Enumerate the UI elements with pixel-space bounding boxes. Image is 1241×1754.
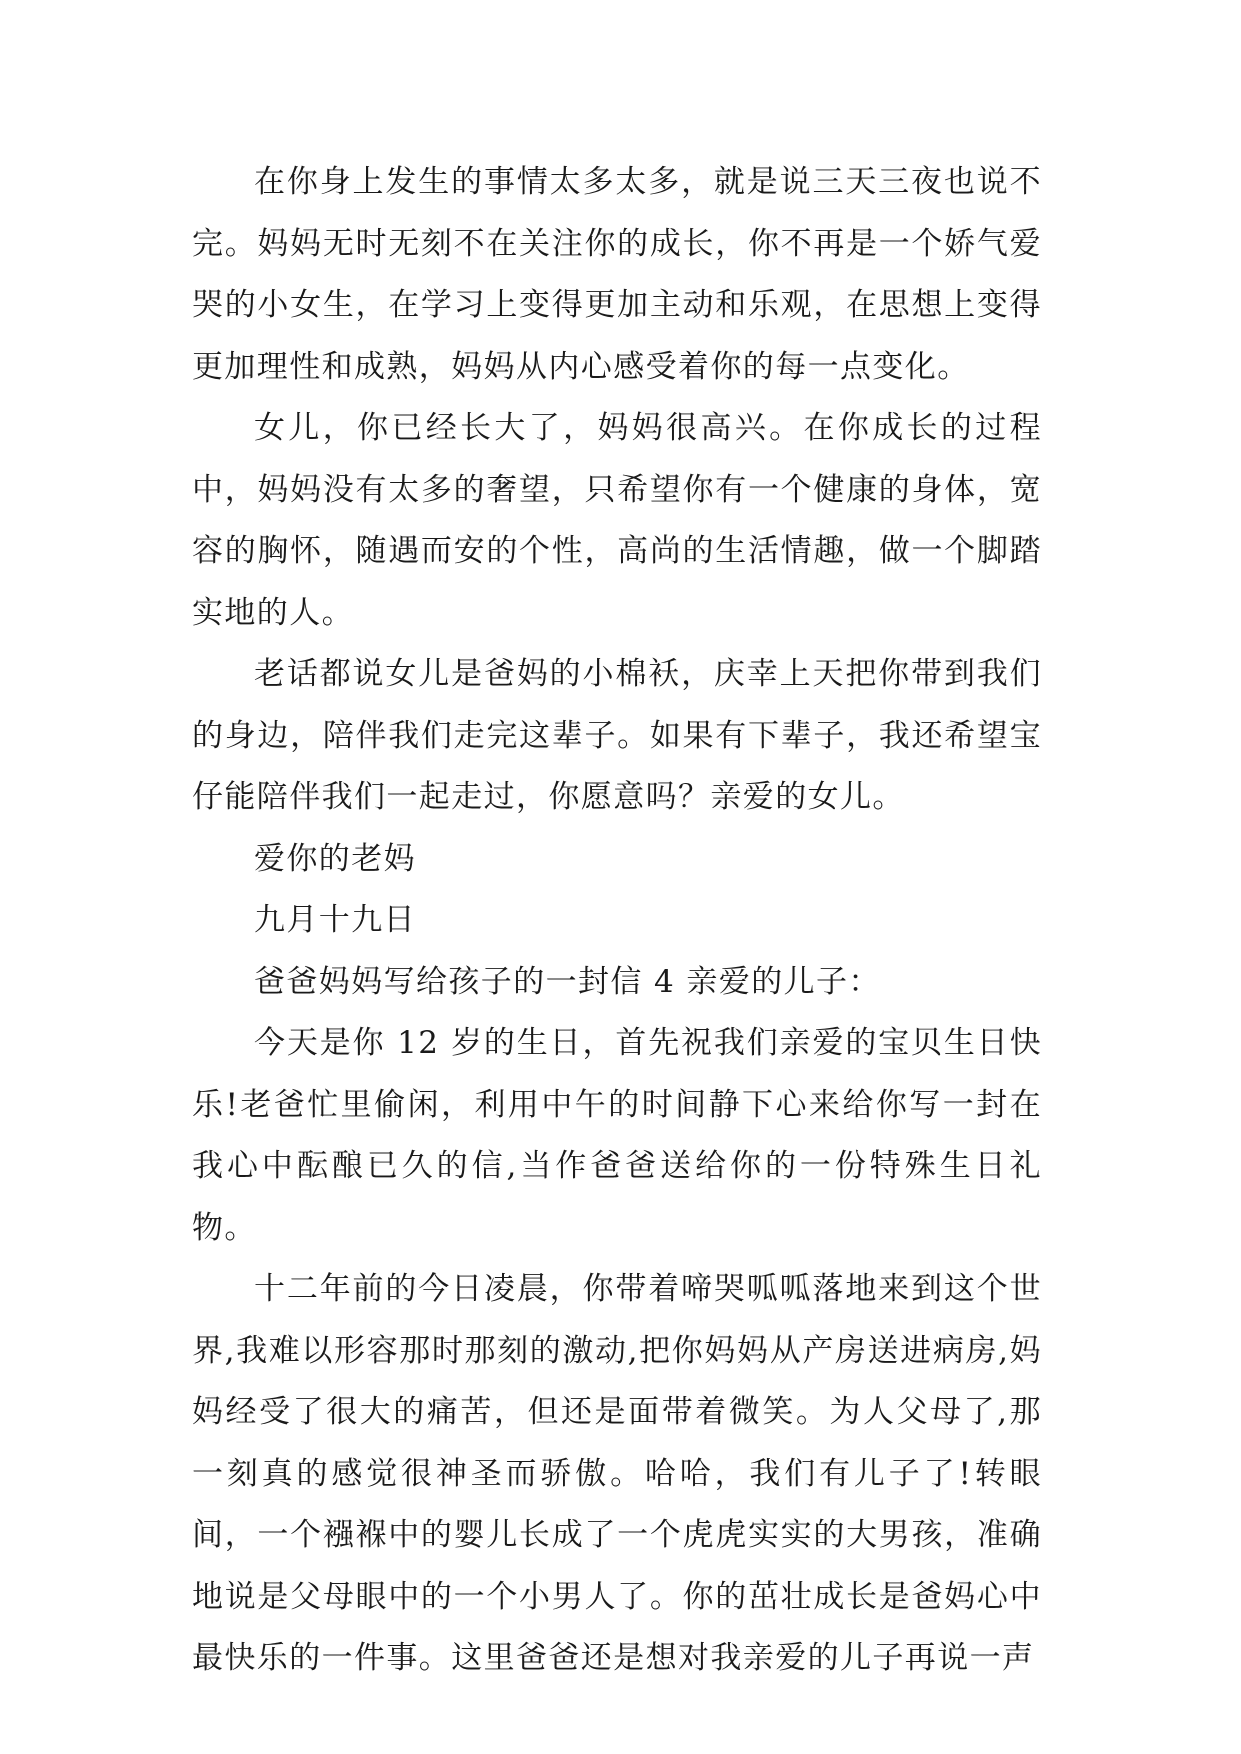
paragraph-grown-up: 女儿，你已经长大了，妈妈很高兴。在你成长的过程中，妈妈没有太多的奢望，只希望你有一个健康的身体，宽容的胸怀，随遇而安的个性，高尚的生活情趣，做一个脚踏实地的人。: [192, 410, 1042, 631]
letter-heading: 爸爸妈妈写给孩子的一封信 4 亲爱的儿子：: [254, 963, 881, 1000]
paragraph-growth: 在你身上发生的事情太多太多，就是说三天三夜也说不完。妈妈无时无刻不在关注你的成长，你不再是一个娇气爱哭的小女生，在学习上变得更加主动和乐观，在思想上变得更加理性和成熟，妈妈从内心感受着你的每一点变化。: [192, 164, 1042, 385]
signature-line: 爱你的老妈: [254, 840, 416, 877]
paragraph-twelve-years-ago: 十二年前的今日凌晨，你带着啼哭呱呱落地来到这个世界,我难以形容那时那刻的激动,把你妈妈从产房送进病房,妈妈经受了很大的痛苦，但还是面带着微笑。为人父母了,那一刻真的感觉很神圣而骄傲。哈哈，我们有儿子了!转眼间，一个襁褓中的婴儿长成了一个虎虎实实的大男孩，准确地说是父母眼中的一个小男人了。你的茁壮成长是爸妈心中最快乐的一件事。这里爸爸还是想对我亲爱的儿子再说一声: [192, 1271, 1042, 1676]
paragraph-birthday: 今天是你 12 岁的生日，首先祝我们亲爱的宝贝生日快乐!老爸忙里偷闲，利用中午的时间静下心来给你写一封在我心中酝酿已久的信,当作爸爸送给你的一份特殊生日礼物。: [192, 1025, 1042, 1246]
paragraph-little-cotton-jacket: 老话都说女儿是爸妈的小棉袄，庆幸上天把你带到我们的身边，陪伴我们走完这辈子。如果有下辈子，我还希望宝仔能陪伴我们一起走过，你愿意吗？亲爱的女儿。: [192, 656, 1042, 815]
date-line: 九月十九日: [254, 902, 416, 938]
document-body: [192, 152, 1042, 1690]
